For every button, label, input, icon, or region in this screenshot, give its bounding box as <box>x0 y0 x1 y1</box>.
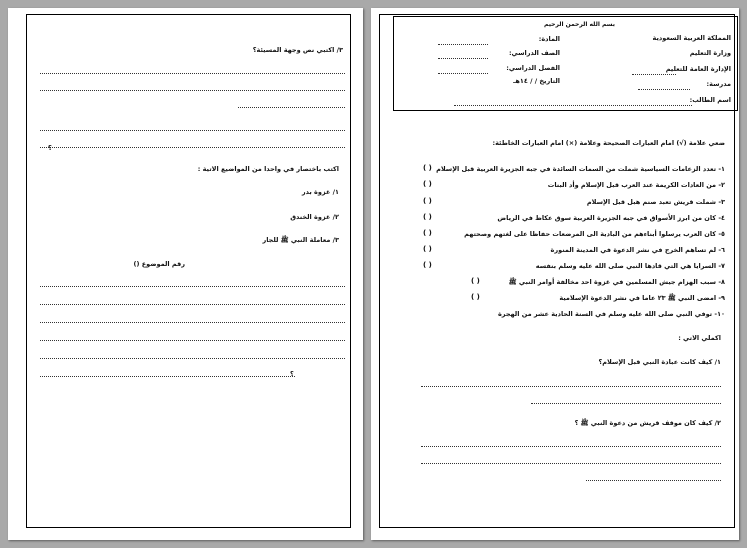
answer-paren[interactable]: ( ) <box>423 164 432 172</box>
semester-field <box>438 73 488 74</box>
subject-field <box>438 44 488 45</box>
answer-line <box>40 358 345 359</box>
essay-instruction: اكتب باختصار في واحدا من المواضيع الاتية : <box>197 165 339 173</box>
answer-paren[interactable]: ( ) <box>423 229 432 237</box>
header-subject: المادة: <box>538 35 560 43</box>
answer-line <box>531 403 721 404</box>
answer-line <box>40 90 345 91</box>
statement-6: ٦- لم تساهم الخرج في نشر الدعوة في المدينة المنورة <box>550 246 725 254</box>
q1-title: ضعي علامة (√) امام العبارات الصحيحة وعلامة (×) امام العبارات الخاطئة: <box>492 139 725 147</box>
answer-line <box>586 480 721 481</box>
header-semester: الفصل الدراسي: <box>506 64 560 72</box>
statement-7: ٧- السرايا هي التي قادها النبي صلى الله عليه وسلم بنفسه <box>535 262 725 270</box>
essay-topic-1: ١/ غزوة بدر <box>301 188 339 196</box>
grade-field <box>438 58 488 59</box>
answer-line <box>40 73 345 74</box>
header-kingdom: المملكة العربية السعودية <box>652 34 731 42</box>
statement-10: ١٠- توفي النبي صلى الله عليه وسلم في السنة الحادية عشر من الهجرة <box>497 310 725 318</box>
answer-line <box>238 107 345 108</box>
statement-1: ١- تعدد الزعامات السياسية شملت من السمات السائدة في جبه الجزيرة العربية قبل الإسلام <box>436 165 725 173</box>
header-grade: الصف الدراسي: <box>508 49 560 57</box>
statement-8: ٨- سبب الهزام جيش المسلمين في غزوة احد مخالفة أوامر النبي ﷺ <box>508 278 725 286</box>
header-directorate: الإدارة العامة للتعليم <box>665 65 731 73</box>
statement-2: ٢- من العادات الكريمة عند العرب قبل الإسلام وأد البنات <box>547 181 725 189</box>
answer-line <box>40 147 345 148</box>
q2-intro: اكملي الاتي : <box>678 334 721 342</box>
end-mark: ؟ <box>48 144 52 152</box>
answer-paren[interactable]: ( ) <box>423 197 432 205</box>
header-school: مدرسة: <box>706 80 731 88</box>
answer-line <box>40 376 295 377</box>
answer-line <box>40 322 345 323</box>
q2-question-1: ١/ كيف كانت عبادة النبي قبل الإسلام؟ <box>598 358 721 366</box>
end-mark: ؟ <box>290 370 294 378</box>
statement-4: ٤- كان من ابرز الأسواق في جبه الجزيرة العربية سوق عكاظ في الرياض <box>497 214 725 222</box>
q4-title: ٣/ اكتبي نص وجهة المسيئة؟ <box>252 46 343 54</box>
header-ministry: وزارة التعليم <box>689 49 731 57</box>
answer-line <box>40 286 345 287</box>
answer-paren[interactable]: ( ) <box>471 293 480 301</box>
statement-3: ٣- شملت قريش تعبد صنم هبل قبل الإسلام <box>586 198 725 206</box>
topic-number-label: رقم الموضوع () <box>133 260 185 268</box>
essay-topic-3: ٣/ معاملة النبي ﷺ للجار <box>262 236 339 244</box>
answer-line <box>421 446 721 447</box>
answer-line <box>40 130 345 131</box>
statement-9: ٩- امضى النبي ﷺ ٢٣ عاما في نشر الدعوة الإسلامية <box>559 294 725 302</box>
answer-line <box>421 463 721 464</box>
left-page-frame <box>26 14 351 528</box>
header-date: التاريخ / / ١٤هـ <box>513 77 560 85</box>
answer-paren[interactable]: ( ) <box>423 261 432 269</box>
exam-header-box <box>393 16 738 111</box>
answer-paren[interactable]: ( ) <box>423 245 432 253</box>
student-name-field <box>454 105 692 106</box>
student-name-label: اسم الطالب: <box>689 96 731 104</box>
left-page <box>8 8 363 540</box>
answer-line <box>421 386 721 387</box>
school-field <box>638 89 690 90</box>
right-page <box>371 8 739 540</box>
essay-topic-2: ٢/ غزوة الخندق <box>290 213 339 221</box>
answer-paren[interactable]: ( ) <box>471 277 480 285</box>
directorate-field <box>632 74 676 75</box>
answer-paren[interactable]: ( ) <box>423 213 432 221</box>
answer-line <box>40 304 345 305</box>
answer-line <box>40 340 345 341</box>
basmala: بسم الله الرحمن الرحيم <box>544 21 616 28</box>
statement-5: ٥- كان العرب يرسلوا أبناءهم من البادية الى المرضعات حفاظا على لغتهم وصحتهم <box>464 230 725 238</box>
answer-paren[interactable]: ( ) <box>423 180 432 188</box>
q2-question-2: ٢/ كيف كان موقف قريش من دعوة النبي ﷺ ؟ <box>574 419 721 427</box>
